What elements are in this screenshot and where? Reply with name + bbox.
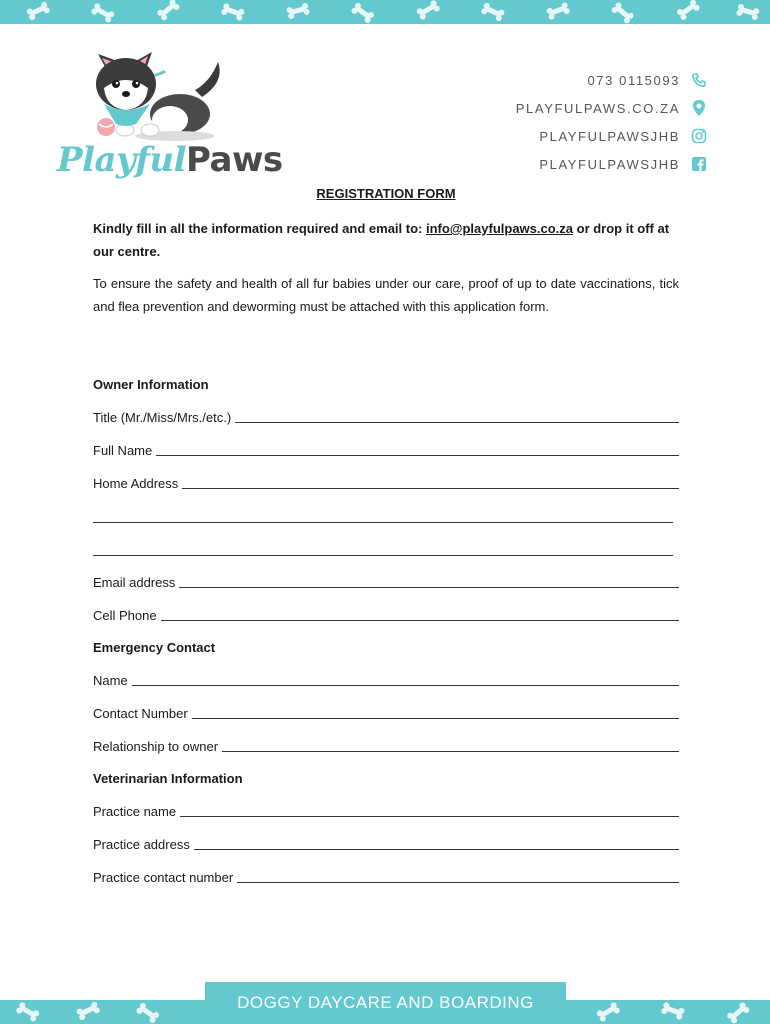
emergency-name-label: Name bbox=[93, 673, 128, 688]
brand-bold: Paws bbox=[186, 140, 283, 180]
contact-number-label: Contact Number bbox=[93, 706, 188, 721]
playful-paws-logo bbox=[55, 42, 283, 192]
intro-suffix: or drop it off at our centre. bbox=[93, 221, 670, 259]
contact-number-input-line[interactable] bbox=[192, 706, 679, 719]
contact-website[interactable] bbox=[448, 94, 708, 122]
home-address-field bbox=[93, 476, 679, 491]
website-text: PLAYFULPAWS.CO.ZA bbox=[515, 100, 680, 116]
email-field bbox=[93, 575, 679, 590]
full-name-label: Full Name bbox=[93, 443, 153, 458]
facebook-icon bbox=[690, 155, 708, 173]
practice-name-input-line[interactable] bbox=[180, 804, 679, 817]
footer-tagline: DOGGY DAYCARE AND BOARDING bbox=[205, 982, 566, 1024]
home-address-line-2[interactable] bbox=[93, 522, 673, 523]
cell-phone-label: Cell Phone bbox=[93, 608, 157, 623]
cell-phone-input-line[interactable] bbox=[161, 608, 679, 621]
home-address-label: Home Address bbox=[93, 476, 179, 491]
phone-number: 073 0115093 bbox=[587, 72, 680, 88]
husky-dog-icon bbox=[90, 42, 230, 142]
practice-name-field bbox=[93, 804, 679, 819]
emergency-name-input-line[interactable] bbox=[132, 673, 679, 686]
contact-facebook[interactable] bbox=[448, 150, 708, 178]
title-label: Title (Mr./Miss/Mrs./etc.) bbox=[93, 410, 232, 425]
contact-phone[interactable] bbox=[448, 66, 708, 94]
home-address-input-line[interactable] bbox=[182, 476, 679, 489]
email-link[interactable]: info@playfulpaws.co.za bbox=[425, 221, 574, 236]
top-bone-band bbox=[0, 0, 770, 24]
practice-contact-input-line[interactable] bbox=[237, 870, 679, 883]
home-address-line-3[interactable] bbox=[93, 555, 673, 556]
emergency-heading: Emergency Contact bbox=[93, 640, 216, 655]
relationship-input-line[interactable] bbox=[222, 739, 679, 752]
notice-text: To ensure the safety and health of all fur babies under our care, proof of up to date vaccinations, tick and flea prevention and deworming must be attached with this application form. bbox=[93, 276, 679, 314]
cell-phone-field bbox=[93, 608, 679, 623]
email-input-line[interactable] bbox=[179, 575, 679, 588]
contact-number-field bbox=[93, 706, 679, 721]
email-label: Email address bbox=[93, 575, 176, 590]
practice-address-input-line[interactable] bbox=[194, 837, 679, 850]
full-name-input-line[interactable] bbox=[156, 443, 679, 456]
intro-text bbox=[93, 217, 679, 263]
location-pin-icon bbox=[690, 99, 708, 117]
facebook-handle: PLAYFULPAWSJHB bbox=[539, 156, 680, 172]
full-name-field bbox=[93, 443, 679, 458]
relationship-field bbox=[93, 739, 679, 754]
contact-list bbox=[448, 66, 708, 178]
intro-prefix: Kindly fill in all the information required and email to: bbox=[93, 221, 426, 236]
title-field bbox=[93, 410, 679, 425]
vet-heading: Veterinarian Information bbox=[93, 771, 243, 786]
brand-wordmark bbox=[57, 140, 283, 180]
title-input-line[interactable] bbox=[235, 410, 679, 423]
practice-address-label: Practice address bbox=[93, 837, 190, 852]
emergency-name-field bbox=[93, 673, 679, 688]
practice-name-label: Practice name bbox=[93, 804, 177, 819]
owner-heading: Owner Information bbox=[93, 377, 209, 392]
contact-instagram[interactable] bbox=[448, 122, 708, 150]
practice-contact-label: Practice contact number bbox=[93, 870, 234, 885]
practice-contact-field bbox=[93, 870, 679, 885]
form-title: REGISTRATION FORM bbox=[316, 186, 456, 201]
practice-address-field bbox=[93, 837, 679, 852]
instagram-icon bbox=[690, 127, 708, 145]
instagram-handle: PLAYFULPAWSJHB bbox=[539, 128, 680, 144]
phone-icon bbox=[690, 71, 708, 89]
brand-script: Playful bbox=[57, 140, 187, 180]
relationship-label: Relationship to owner bbox=[93, 739, 219, 754]
